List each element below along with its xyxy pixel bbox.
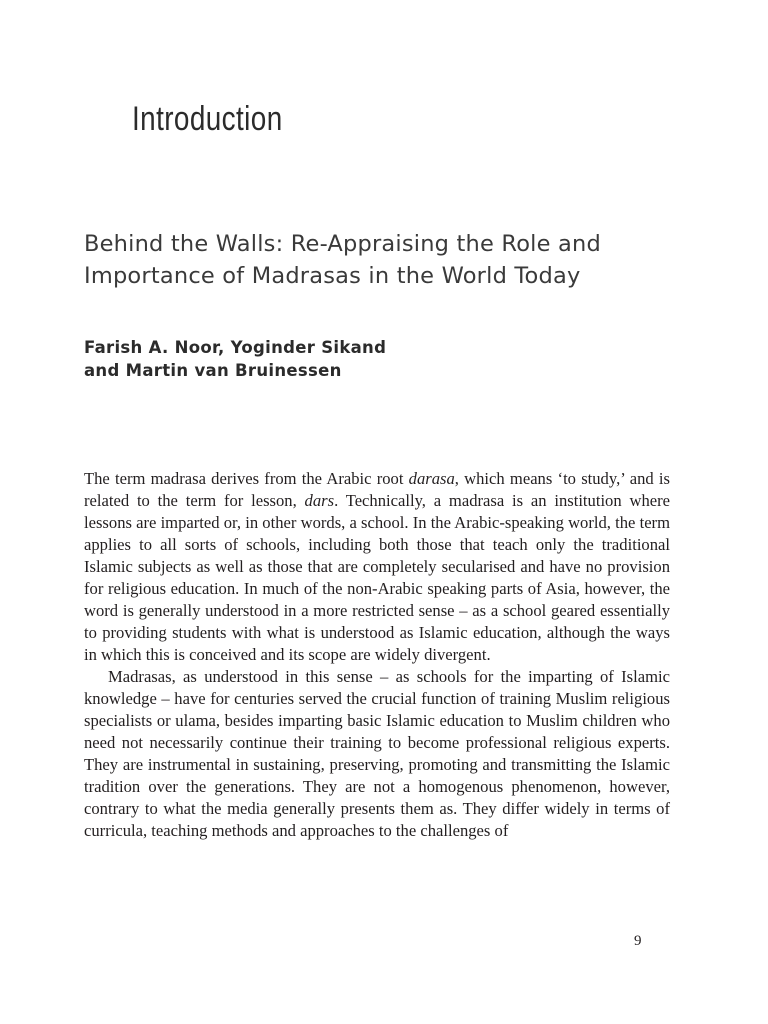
paragraph-1: The term madrasa derives from the Arabic root darasa, which means ‘to study,’ and is related to the term for lesson, dars. Technically, a madrasa is an institution where lessons are imparted or, in other words, a school. In the Arabic-speaking world, the term applies to all sorts of schools, including both those that teach only the traditional Islamic subjects as well as those that are completely secularised and have no provision for religious education. In much of the non-Arabic speaking parts of Asia, however, the word is generally understood in a more restricted sense – as a school geared essentially to providing students with what is understood as Islamic education, although the ways in which this is conceived and its scope are widely divergent. — [84, 469, 670, 664]
chapter-subtitle — [84, 228, 684, 292]
paragraph-2: Madrasas, as understood in this sense – as schools for the imparting of Islamic knowledge – have for centuries served the crucial function of training Muslim religious specialists or ulama, besides imparting basic Islamic education to Muslim children who need not necessarily continue their training to become professional religious experts. They are instrumental in sustaining, preserving, promoting and transmitting the Islamic tradition over the generations. They are not a homogenous phenomenon, however, contrary to what the media generally presents them as. They differ widely in terms of curricula, teaching methods and approaches to the challenges of — [84, 667, 670, 840]
italic-term: dars — [304, 491, 335, 510]
authors-line-2: and Martin van Bruinessen — [84, 361, 342, 380]
body-text — [84, 468, 670, 842]
chapter-title: Introduction — [132, 100, 283, 138]
authors-line-1: Farish A. Noor, Yoginder Sikand — [84, 338, 387, 357]
subtitle-line-1: Behind the Walls: Re-Appraising the Role and — [84, 231, 601, 257]
page-number: 9 — [634, 933, 642, 949]
italic-term: darasa — [408, 469, 455, 488]
author-names — [84, 336, 386, 382]
subtitle-line-2: Importance of Madrasas in the World Today — [84, 263, 581, 289]
